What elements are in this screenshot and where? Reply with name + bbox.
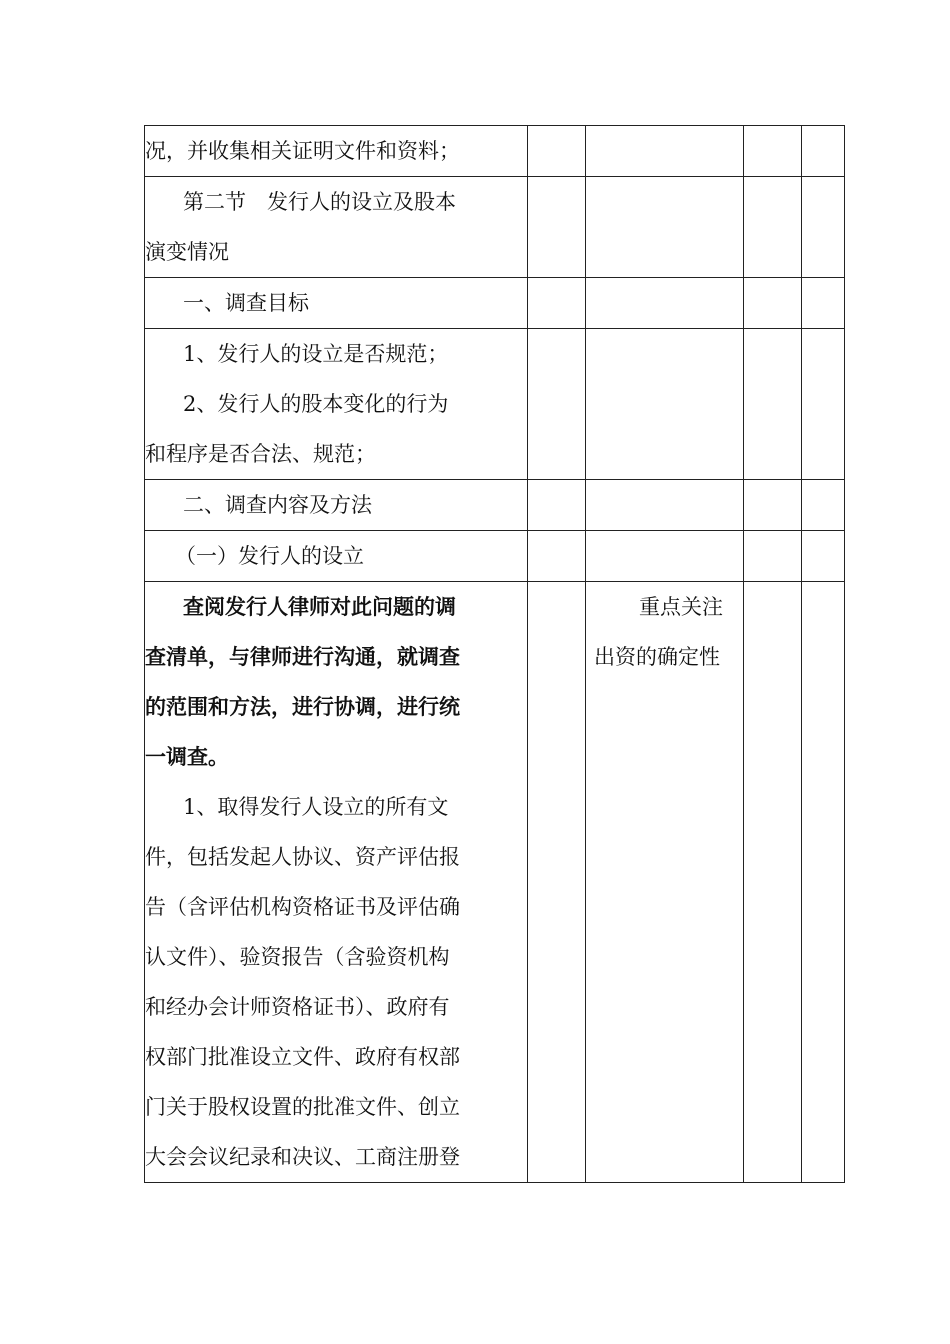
content-cell bbox=[145, 531, 528, 582]
subsection-heading: 一、调查目标 bbox=[183, 291, 309, 315]
item-heading: （一）发行人的设立 bbox=[175, 544, 364, 568]
bold-instruction-line: 一调查。 bbox=[145, 744, 229, 769]
content-line: 门关于股权设置的批准文件、创立 bbox=[145, 1095, 460, 1119]
content-line: 件，包括发起人协议、资产评估报 bbox=[145, 845, 460, 869]
table-row bbox=[145, 126, 845, 177]
empty-cell bbox=[528, 531, 586, 582]
empty-cell bbox=[586, 480, 744, 531]
content-cell bbox=[145, 278, 528, 329]
subsection-heading: 二、调查内容及方法 bbox=[183, 493, 372, 517]
empty-cell bbox=[802, 531, 845, 582]
note-line: 重点关注 bbox=[639, 595, 723, 619]
empty-cell bbox=[802, 278, 845, 329]
content-cell bbox=[145, 582, 528, 1183]
empty-cell bbox=[802, 582, 845, 1183]
note-line: 出资的确定性 bbox=[594, 645, 720, 669]
empty-cell bbox=[744, 177, 802, 278]
content-cell bbox=[145, 126, 528, 177]
empty-cell bbox=[528, 480, 586, 531]
content-cell bbox=[145, 177, 528, 278]
content-cell bbox=[145, 329, 528, 480]
empty-cell bbox=[586, 177, 744, 278]
empty-cell bbox=[528, 582, 586, 1183]
table-row bbox=[145, 177, 845, 278]
content-line: 大会会议纪录和决议、工商注册登 bbox=[145, 1145, 460, 1169]
empty-cell bbox=[586, 126, 744, 177]
empty-cell bbox=[744, 480, 802, 531]
empty-cell bbox=[586, 278, 744, 329]
empty-cell bbox=[586, 531, 744, 582]
bold-instruction-line: 的范围和方法，进行协调，进行统 bbox=[145, 694, 460, 719]
due-diligence-table bbox=[144, 125, 845, 1183]
content-line: 告（含评估机构资格证书及评估确 bbox=[145, 895, 460, 919]
empty-cell bbox=[802, 177, 845, 278]
content-line: 和经办会计师资格证书）、政府有 bbox=[145, 995, 450, 1019]
content-line: 况，并收集相关证明文件和资料； bbox=[145, 139, 460, 163]
content-line: 认文件）、验资报告（含验资机构 bbox=[145, 945, 450, 969]
content-line: 1、发行人的设立是否规范； bbox=[183, 342, 449, 366]
empty-cell bbox=[802, 329, 845, 480]
empty-cell bbox=[744, 582, 802, 1183]
section-heading: 第二节 发行人的设立及股本 bbox=[183, 190, 456, 214]
bold-instruction-line: 查清单，与律师进行沟通，就调查 bbox=[145, 644, 460, 669]
section-heading-cont: 演变情况 bbox=[145, 240, 229, 264]
table-row bbox=[145, 531, 845, 582]
note-cell bbox=[586, 582, 744, 1183]
table-row bbox=[145, 480, 845, 531]
empty-cell bbox=[744, 278, 802, 329]
bold-instruction-line: 查阅发行人律师对此问题的调 bbox=[183, 594, 456, 619]
empty-cell bbox=[802, 480, 845, 531]
empty-cell bbox=[528, 126, 586, 177]
content-line: 2、发行人的股本变化的行为 bbox=[183, 392, 449, 416]
empty-cell bbox=[528, 278, 586, 329]
table-row bbox=[145, 329, 845, 480]
empty-cell bbox=[744, 126, 802, 177]
content-line: 和程序是否合法、规范； bbox=[145, 442, 376, 466]
content-line: 权部门批准设立文件、政府有权部 bbox=[145, 1045, 460, 1069]
content-line: 1、取得发行人设立的所有文 bbox=[183, 795, 449, 819]
content-cell bbox=[145, 480, 528, 531]
empty-cell bbox=[802, 126, 845, 177]
empty-cell bbox=[744, 329, 802, 480]
empty-cell bbox=[528, 329, 586, 480]
empty-cell bbox=[744, 531, 802, 582]
empty-cell bbox=[586, 329, 744, 480]
table-row bbox=[145, 582, 845, 1183]
empty-cell bbox=[528, 177, 586, 278]
table-row bbox=[145, 278, 845, 329]
